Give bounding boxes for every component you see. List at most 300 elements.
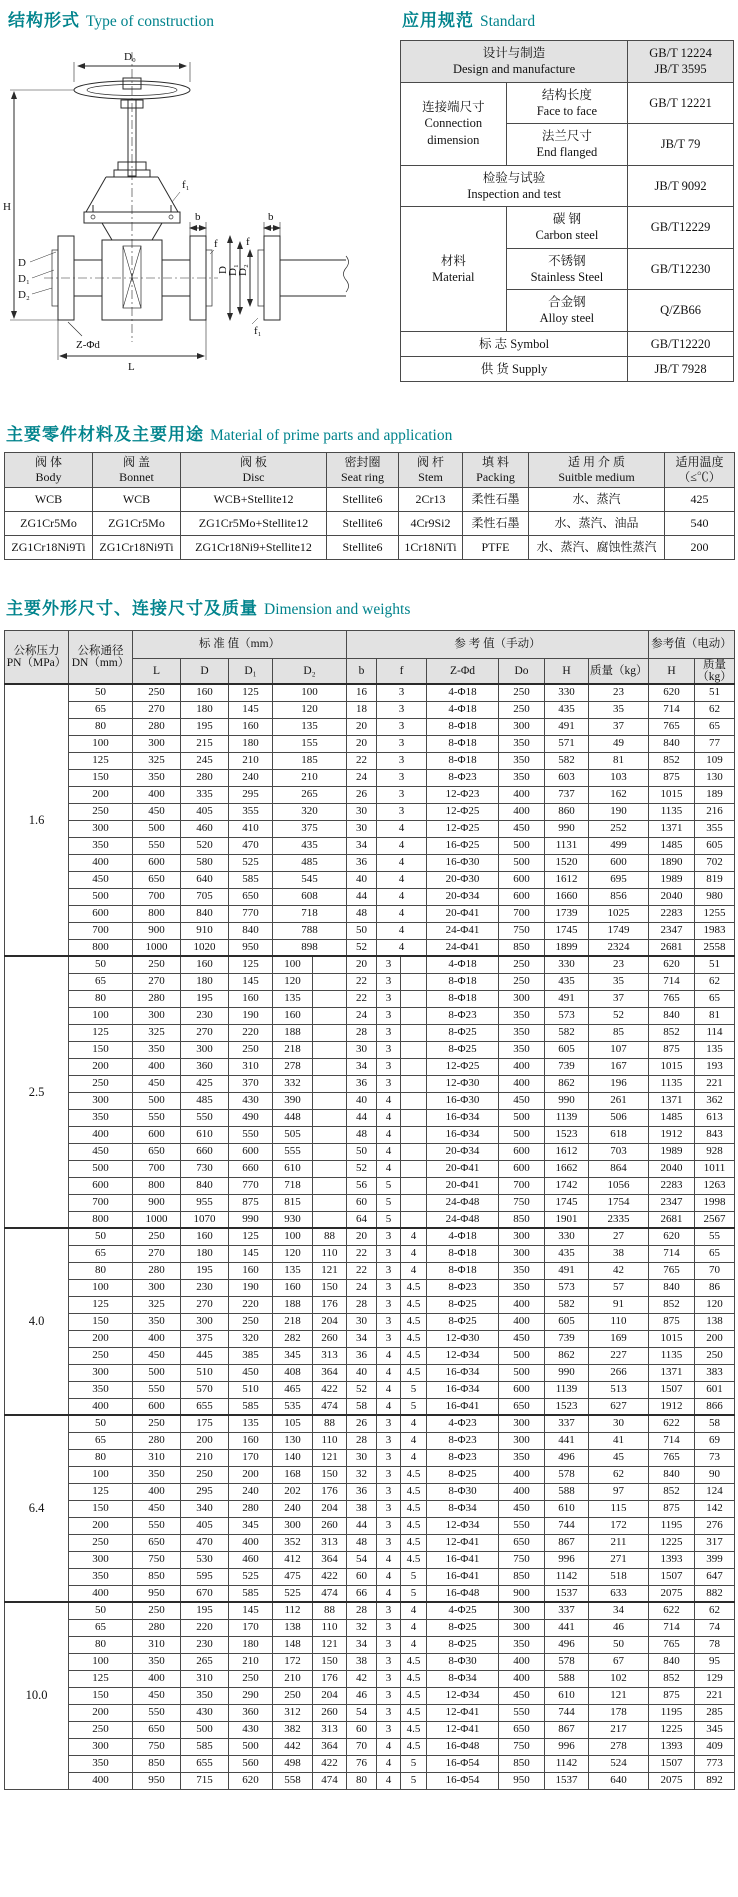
dims-cell: 160 — [229, 718, 273, 735]
dims-cell: 744 — [545, 1704, 589, 1721]
dims-cell: 250 — [181, 1466, 229, 1483]
dims-cell: 633 — [589, 1585, 649, 1602]
dims-cell: 50 — [69, 684, 133, 701]
dims-cell: 3 — [377, 1687, 401, 1704]
dims-cell: 42 — [589, 1262, 649, 1279]
dims-cell: 125 — [69, 752, 133, 769]
dims-cell: 34 — [347, 1636, 377, 1653]
dims-cell: 650 — [133, 1721, 181, 1738]
standards-cell: GB/T 12224 JB/T 3595 — [628, 41, 734, 83]
dims-cell: 125 — [69, 1670, 133, 1687]
dims-cell: 580 — [181, 854, 229, 871]
dims-cell: 350 — [499, 1279, 545, 1296]
dims-cell: 1000 — [133, 939, 181, 956]
dims-cell: 450 — [133, 803, 181, 820]
dims-cell: 5 — [401, 1585, 427, 1602]
dims-cell: 170 — [229, 1449, 273, 1466]
dims-data-row — [5, 1483, 735, 1500]
dims-cell: 445 — [181, 1347, 229, 1364]
dims-cell: 3 — [377, 1058, 401, 1075]
dims-cell: 840 — [649, 1279, 695, 1296]
dims-cell: 42 — [347, 1670, 377, 1687]
dims-cell: 350 — [499, 769, 545, 786]
materials-cell: Stellite6 — [327, 536, 399, 560]
dims-cell: 3 — [377, 701, 427, 718]
dims-cell: 46 — [589, 1619, 649, 1636]
dims-cell: 49 — [589, 735, 649, 752]
materials-cell: WCB — [5, 488, 93, 512]
dims-cell: 1015 — [649, 1058, 695, 1075]
dims-cell: 40 — [347, 871, 377, 888]
materials-header-row — [5, 453, 735, 488]
dims-cell: 750 — [499, 1551, 545, 1568]
dims-cell: 510 — [229, 1381, 273, 1398]
dims-cell: 718 — [273, 905, 347, 922]
dims-cell: 160 — [273, 1279, 313, 1296]
standard-title-en: Standard — [480, 13, 536, 30]
dims-cell: 474 — [313, 1772, 347, 1789]
l-label: L — [128, 361, 135, 373]
dims-cell: 16-Φ34 — [427, 1364, 499, 1381]
dims-cell: 8-Φ18 — [427, 1262, 499, 1279]
dims-cell: 600 — [69, 1177, 133, 1194]
dims-cell: 525 — [229, 1568, 273, 1585]
dims-cell: 193 — [695, 1058, 735, 1075]
dims-cell: 3 — [377, 786, 427, 803]
materials-cell: 540 — [665, 512, 735, 536]
dims-cell: 250 — [695, 1347, 735, 1364]
dims-cell: 16-Φ30 — [427, 1092, 499, 1109]
dims-cell: 4 — [401, 1415, 427, 1432]
dims-cell: 500 — [499, 1347, 545, 1364]
materials-title-zh: 主要零件材料及主要用途 — [6, 425, 204, 444]
dims-cell — [313, 1075, 347, 1092]
dims-cell: 2558 — [695, 939, 735, 956]
dims-cell: 788 — [273, 922, 347, 939]
dims-cell: 250 — [499, 956, 545, 973]
dims-cell: 3 — [377, 1228, 401, 1245]
dims-cell: 882 — [695, 1585, 735, 1602]
dims-cell: 189 — [695, 786, 735, 803]
dims-cell: 765 — [649, 1636, 695, 1653]
dims-cell: 280 — [133, 718, 181, 735]
dims-cell: 4 — [377, 1347, 401, 1364]
dims-cell: 4 — [401, 1449, 427, 1466]
dims-cell: 350 — [133, 769, 181, 786]
dims-cell: 20-Φ34 — [427, 888, 499, 905]
dims-cell: 345 — [695, 1721, 735, 1738]
dims-header-row-1 — [5, 631, 735, 659]
dims-cell: 475 — [273, 1568, 313, 1585]
dims-cell: 520 — [181, 837, 229, 854]
dims-cell: 22 — [347, 1245, 377, 1262]
materials-header-cell: 填 料 Packing — [463, 453, 529, 488]
dims-cell: 990 — [545, 1092, 589, 1109]
dims-cell: 121 — [313, 1262, 347, 1279]
dims-cell: 650 — [229, 888, 273, 905]
dims-cell: 8-Φ25 — [427, 1024, 499, 1041]
dims-cell: 160 — [229, 990, 273, 1007]
dims-cell: 160 — [229, 1432, 273, 1449]
dims-cell: 180 — [181, 973, 229, 990]
dims-cell: 100 — [69, 1279, 133, 1296]
dims-cell: 345 — [273, 1347, 313, 1364]
dims-cell: 2681 — [649, 1211, 695, 1228]
dims-cell: 20 — [347, 956, 377, 973]
dims-cell: 470 — [229, 837, 273, 854]
dims-data-row — [5, 803, 735, 820]
dims-cell: 150 — [313, 1466, 347, 1483]
dims-cell: 300 — [69, 820, 133, 837]
dims-cell: 250 — [133, 1602, 181, 1619]
dims-cell: 60 — [347, 1568, 377, 1585]
dims-cell: 352 — [273, 1534, 313, 1551]
standard-value-group-header: 标 准 值（mm） — [133, 631, 347, 659]
dims-cell: 550 — [133, 1517, 181, 1534]
dims-cell: 290 — [229, 1687, 273, 1704]
dims-cell: 188 — [273, 1024, 313, 1041]
dims-cell: 4 — [401, 1262, 427, 1279]
dims-cell: 142 — [695, 1500, 735, 1517]
dims-cell: 125 — [229, 956, 273, 973]
dims-cell: 1131 — [545, 837, 589, 854]
standards-cell: GB/T 12221 — [628, 82, 734, 124]
dims-cell: 250 — [69, 1721, 133, 1738]
dims-data-row — [5, 1398, 735, 1415]
dims-cell: 875 — [649, 1500, 695, 1517]
dims-cell — [313, 1007, 347, 1024]
dims-cell: 4 — [377, 1126, 401, 1143]
dims-cell: 250 — [499, 684, 545, 701]
dims-cell: 80 — [69, 1636, 133, 1653]
dims-cell: 510 — [181, 1364, 229, 1381]
section-d1-label: D₁ — [227, 264, 239, 276]
dims-data-row — [5, 1381, 735, 1398]
dims-cell: 765 — [649, 1262, 695, 1279]
dims-cell: 4.5 — [401, 1551, 427, 1568]
dims-data-row — [5, 735, 735, 752]
dims-cell: 28 — [347, 1024, 377, 1041]
dims-cell: 650 — [499, 1398, 545, 1415]
dims-cell: 8-Φ18 — [427, 1245, 499, 1262]
dims-cell: 60 — [347, 1721, 377, 1738]
standards-row — [401, 165, 734, 207]
dims-cell: 121 — [313, 1449, 347, 1466]
dims-cell: 65 — [695, 990, 735, 1007]
dims-cell: 375 — [181, 1330, 229, 1347]
dims-cell: 175 — [181, 1415, 229, 1432]
dims-cell: 5 — [377, 1177, 401, 1194]
dims-data-row — [5, 786, 735, 803]
dims-cell: 4 — [401, 1636, 427, 1653]
dims-cell: 578 — [545, 1466, 589, 1483]
dims-cell: 172 — [589, 1517, 649, 1534]
standards-cell: GB/T12220 — [628, 331, 734, 356]
dims-cell: 400 — [69, 1585, 133, 1602]
dims-cell: 620 — [649, 684, 695, 701]
dims-cell: 550 — [181, 1109, 229, 1126]
dims-cell: 16-Φ54 — [427, 1772, 499, 1789]
dims-cell: 185 — [273, 752, 347, 769]
dims-cell: 4.5 — [401, 1347, 427, 1364]
dims-cell: 600 — [133, 854, 181, 871]
dims-cell: 1070 — [181, 1211, 229, 1228]
dims-cell: 176 — [313, 1296, 347, 1313]
dims-cell: 270 — [133, 1245, 181, 1262]
dims-cell: 1912 — [649, 1398, 695, 1415]
dims-cell: 450 — [499, 1092, 545, 1109]
d1-label: D₁ — [18, 273, 30, 285]
dims-cell: 400 — [69, 1126, 133, 1143]
dims-cell: 150 — [69, 1500, 133, 1517]
dims-cell: 950 — [133, 1772, 181, 1789]
dims-cell: 550 — [133, 1381, 181, 1398]
dims-cell: 220 — [229, 1296, 273, 1313]
dims-cell: 8-Φ30 — [427, 1653, 499, 1670]
dims-cell: 34 — [347, 1330, 377, 1347]
dims-cell: 383 — [695, 1364, 735, 1381]
materials-cell: 2Cr13 — [399, 488, 463, 512]
dims-cell: 125 — [229, 684, 273, 701]
dims-cell: 647 — [695, 1568, 735, 1585]
dims-data-row — [5, 1211, 735, 1228]
dims-cell: 211 — [589, 1534, 649, 1551]
dims-cell: 350 — [499, 1449, 545, 1466]
dims-cell: 360 — [181, 1058, 229, 1075]
dims-cell: 1015 — [649, 786, 695, 803]
dims-cell: 450 — [133, 1347, 181, 1364]
materials-header-cell: 适 用 介 质 Suitble medium — [529, 453, 665, 488]
pn-value-cell: 2.5 — [5, 956, 69, 1228]
dims-cell: 70 — [695, 1262, 735, 1279]
dims-cell: 270 — [181, 1024, 229, 1041]
dims-cell: 300 — [499, 1602, 545, 1619]
dims-cell: 990 — [229, 1211, 273, 1228]
dims-cell: 4.5 — [401, 1313, 427, 1330]
dims-cell: 500 — [499, 837, 545, 854]
dims-cell: 102 — [589, 1670, 649, 1687]
dims-cell: 1485 — [649, 837, 695, 854]
dims-cell: 300 — [133, 735, 181, 752]
valve-technical-drawing — [2, 26, 398, 418]
dims-cell: 867 — [545, 1534, 589, 1551]
dims-cell: 40 — [347, 1364, 377, 1381]
dims-cell: 5 — [401, 1381, 427, 1398]
dims-cell — [313, 1058, 347, 1075]
dims-cell: 550 — [499, 1704, 545, 1721]
dims-cell: 422 — [313, 1381, 347, 1398]
dims-data-row — [5, 1075, 735, 1092]
dims-cell: 400 — [499, 1296, 545, 1313]
dims-cell: 800 — [133, 1177, 181, 1194]
dims-cell: 750 — [499, 922, 545, 939]
dims-cell: 852 — [649, 1024, 695, 1041]
dims-cell: 405 — [181, 1517, 229, 1534]
dims-cell: 400 — [499, 803, 545, 820]
dims-cell: 162 — [589, 786, 649, 803]
dims-cell: 4 — [377, 1585, 401, 1602]
dims-cell: 4.5 — [401, 1500, 427, 1517]
section-flange — [264, 236, 280, 320]
standards-cell: 设计与制造 Design and manufacture — [401, 41, 628, 83]
dims-cell: 250 — [499, 973, 545, 990]
materials-row — [5, 488, 735, 512]
dims-cell: 8-Φ18 — [427, 718, 499, 735]
dims-cell: 62 — [695, 1602, 735, 1619]
dims-cell: 862 — [545, 1347, 589, 1364]
dims-cell: 50 — [347, 1143, 377, 1160]
dims-cell: 4.5 — [401, 1466, 427, 1483]
dims-cell: 364 — [313, 1364, 347, 1381]
dims-cell: 2283 — [649, 905, 695, 922]
dims-cell: 46 — [347, 1687, 377, 1704]
dims-cell: 350 — [499, 1636, 545, 1653]
dims-cell: 52 — [347, 1160, 377, 1177]
dims-cell: 4 — [377, 1772, 401, 1789]
dims-cell: 300 — [69, 1551, 133, 1568]
dims-cell: 996 — [545, 1551, 589, 1568]
materials-cell: 水、蒸汽、油品 — [529, 512, 665, 536]
dims-cell: 48 — [347, 905, 377, 922]
dims-cell: 65 — [695, 718, 735, 735]
dims-cell: 38 — [347, 1653, 377, 1670]
dims-cell: 8-Φ25 — [427, 1466, 499, 1483]
dims-data-row — [5, 1755, 735, 1772]
dims-cell: 4 — [377, 888, 427, 905]
dims-cell: 550 — [229, 1126, 273, 1143]
dims-cell: 840 — [181, 905, 229, 922]
dims-cell: 250 — [273, 1687, 313, 1704]
dims-cell: 1371 — [649, 1092, 695, 1109]
dims-cell: 300 — [69, 1738, 133, 1755]
dims-cell: 350 — [499, 1041, 545, 1058]
dims-cell: 65 — [695, 1245, 735, 1262]
dims-data-row — [5, 1143, 735, 1160]
dims-cell: 24 — [347, 1279, 377, 1296]
dims-cell: 350 — [499, 752, 545, 769]
dims-cell: 765 — [649, 1449, 695, 1466]
dims-cell: 8-Φ34 — [427, 1670, 499, 1687]
dims-cell: 850 — [499, 1755, 545, 1772]
standards-table — [400, 40, 734, 382]
section-b-label: b — [268, 211, 274, 223]
dims-data-row — [5, 718, 735, 735]
dims-cell: 3 — [377, 1534, 401, 1551]
f-label: f — [214, 238, 218, 250]
dims-cell: 955 — [181, 1194, 229, 1211]
dims-cell: 700 — [499, 1177, 545, 1194]
standard-title-zh: 应用规范 — [402, 11, 474, 30]
dims-cell: 145 — [229, 1245, 273, 1262]
dims-cell: 400 — [133, 1483, 181, 1500]
dims-cell: 3 — [377, 1670, 401, 1687]
dims-cell: 496 — [545, 1636, 589, 1653]
dims-data-row — [5, 1653, 735, 1670]
dims-cell — [313, 973, 347, 990]
dims-cell: 16-Φ34 — [427, 1109, 499, 1126]
dims-cell: 54 — [347, 1551, 377, 1568]
dims-cell: 210 — [229, 1653, 273, 1670]
dims-cell: 2681 — [649, 939, 695, 956]
dims-cell: 866 — [695, 1398, 735, 1415]
dims-cell: 8-Φ34 — [427, 1500, 499, 1517]
dims-cell: 3 — [377, 718, 427, 735]
dims-cell: 670 — [181, 1585, 229, 1602]
dims-cell: 1520 — [545, 854, 589, 871]
dims-cell: 20 — [347, 1228, 377, 1245]
dims-cell: 195 — [181, 1262, 229, 1279]
dims-cell: 650 — [499, 1534, 545, 1551]
dims-cell: 120 — [695, 1296, 735, 1313]
dims-cell: 525 — [273, 1585, 313, 1602]
dims-data-row — [5, 854, 735, 871]
dims-cell: 1537 — [545, 1772, 589, 1789]
dims-cell: 12-Φ34 — [427, 1687, 499, 1704]
dims-cell: 4-Φ23 — [427, 1415, 499, 1432]
dims-data-row — [5, 1007, 735, 1024]
dims-cell: 24 — [347, 1007, 377, 1024]
dims-cell: 278 — [589, 1738, 649, 1755]
dims-cell: 622 — [649, 1602, 695, 1619]
electric-reference-group-header: 参考值（电动） — [649, 631, 735, 659]
dims-cell: 26 — [347, 1415, 377, 1432]
dims-data-row — [5, 939, 735, 956]
dims-cell: 4.5 — [401, 1330, 427, 1347]
dims-cell: 250 — [133, 684, 181, 701]
dims-cell: 20-Φ34 — [427, 1143, 499, 1160]
dims-cell: 2040 — [649, 888, 695, 905]
dims-cell — [401, 1194, 427, 1211]
dims-cell: 4 — [377, 1381, 401, 1398]
dims-cell: 55 — [695, 1228, 735, 1245]
dims-cell: 441 — [545, 1619, 589, 1636]
dims-cell: 435 — [273, 837, 347, 854]
dims-cell: 400 — [499, 1670, 545, 1687]
dims-cell: 65 — [69, 1245, 133, 1262]
dims-cell: 50 — [347, 922, 377, 939]
dims-cell: 582 — [545, 1296, 589, 1313]
dims-data-row — [5, 956, 735, 973]
dims-cell: 345 — [229, 1517, 273, 1534]
dims-cell: 840 — [649, 1466, 695, 1483]
dims-cell: 400 — [133, 1670, 181, 1687]
dims-cell: 620 — [649, 956, 695, 973]
dims-cell: 705 — [181, 888, 229, 905]
dims-cell: 627 — [589, 1398, 649, 1415]
dims-cell: 660 — [229, 1160, 273, 1177]
dims-cell: 215 — [181, 735, 229, 752]
dims-data-row — [5, 1177, 735, 1194]
dims-cell: 12-Φ41 — [427, 1534, 499, 1551]
dims-cell: 3 — [377, 1296, 401, 1313]
dims-cell: 491 — [545, 990, 589, 1007]
dims-cell: 500 — [499, 1109, 545, 1126]
dims-cell: 4 — [377, 1143, 401, 1160]
dims-cell: 1912 — [649, 1126, 695, 1143]
dims-cell: 400 — [69, 854, 133, 871]
dims-cell: 130 — [273, 1432, 313, 1449]
dims-cell: 852 — [649, 1483, 695, 1500]
standards-row — [401, 82, 734, 124]
dims-cell: 605 — [695, 837, 735, 854]
dims-cell: 36 — [347, 1075, 377, 1092]
materials-cell: 水、蒸汽、腐蚀性蒸汽 — [529, 536, 665, 560]
dims-cell: 570 — [181, 1381, 229, 1398]
dims-cell — [401, 1007, 427, 1024]
dims-cell: 38 — [347, 1500, 377, 1517]
dims-cell: 4 — [377, 1551, 401, 1568]
dims-cell: 773 — [695, 1755, 735, 1772]
